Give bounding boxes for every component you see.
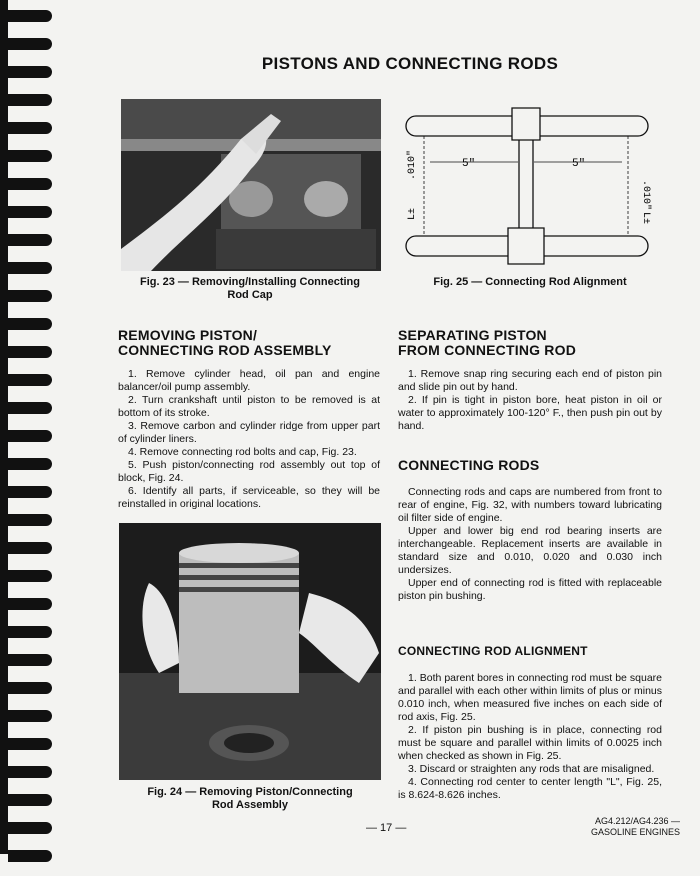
- binder-coil: [8, 346, 52, 358]
- alignment-step: 4. Connecting rod center to center length "L", Fig. 25, is 8.624-8.626 inches.: [398, 776, 662, 801]
- binder-hole: [28, 192, 38, 204]
- binder-hole: [28, 472, 38, 484]
- binder-hole: [28, 108, 38, 120]
- binder-hole: [28, 332, 38, 344]
- fig24-photo: [119, 523, 381, 780]
- separating-heading-line2: FROM CONNECTING ROD: [398, 342, 577, 358]
- binder-hole: [28, 528, 38, 540]
- binder-hole: [28, 584, 38, 596]
- binder-coil: [8, 486, 52, 498]
- rods-para: Connecting rods and caps are numbered from front to rear of engine, Fig. 32, with numbers toward lubricating oil filter side of engine.: [398, 486, 662, 524]
- tolerance-label-left: .010": [407, 149, 418, 180]
- binder-hole: [28, 640, 38, 652]
- span-label-right: 5": [572, 158, 586, 170]
- binder-hole: [28, 304, 38, 316]
- binder-coil: [8, 822, 52, 834]
- separating-heading: [398, 328, 668, 358]
- rods-para: Upper end of connecting rod is fitted with replaceable piston pin bushing.: [398, 577, 662, 602]
- binder-hole: [28, 388, 38, 400]
- removing-step: 1. Remove cylinder head, oil pan and engine balancer/oil pump assembly.: [118, 368, 380, 393]
- binder-coil: [8, 374, 52, 386]
- removing-step: 2. Turn crankshaft until piston to be removed is at bottom of its stroke.: [118, 394, 380, 419]
- separating-steps: [398, 368, 662, 433]
- alignment-heading: CONNECTING ROD ALIGNMENT: [398, 644, 588, 658]
- binder-coil: [8, 542, 52, 554]
- rods-para: Upper and lower big end rod bearing inserts are interchangeable. Replacement inserts are available in standard size and 0.010, 0.020 and 0.030 inch undersizes.: [398, 525, 662, 576]
- binder-hole: [28, 808, 38, 820]
- binder-coil: [8, 94, 52, 106]
- fig23-caption: Fig. 23 — Removing/Installing Connecting Rod Cap: [139, 276, 361, 301]
- binder-coil: [8, 290, 52, 302]
- binder-coil: [8, 682, 52, 694]
- rods-heading: CONNECTING RODS: [398, 457, 540, 473]
- rods-paras: [398, 486, 662, 603]
- binder-coil: [8, 514, 52, 526]
- fig23-photo-art: [121, 99, 381, 271]
- binder-coil: [8, 850, 52, 862]
- binder-hole: [28, 360, 38, 372]
- binder-hole: [28, 500, 38, 512]
- fig24-photo-art: [119, 523, 381, 780]
- binder-hole: [28, 612, 38, 624]
- binder-hole: [28, 864, 38, 876]
- binder-coil: [8, 66, 52, 78]
- binder-coil: [8, 206, 52, 218]
- binder-coil: [8, 598, 52, 610]
- binder-coil: [8, 402, 52, 414]
- binder-hole: [28, 24, 38, 36]
- binder-hole: [28, 276, 38, 288]
- binder-coil: [8, 178, 52, 190]
- binder-coil: [8, 234, 52, 246]
- binder-hole: [28, 220, 38, 232]
- binder-hole: [28, 780, 38, 792]
- fig25-diagram: [400, 100, 662, 268]
- page-number: — 17 —: [366, 822, 407, 834]
- binder-coil: [8, 262, 52, 274]
- spine-bar: [0, 0, 8, 854]
- removing-step: 5. Push piston/connecting rod assembly out top of block, Fig. 24.: [118, 459, 380, 484]
- alignment-step: 2. If piston pin bushing is in place, connecting rod must be square and parallel within limits of 0.0025 inch when checked as shown in Fig. 25.: [398, 724, 662, 762]
- tolerance-label-right: .010": [640, 180, 651, 211]
- footer: [560, 816, 680, 838]
- binder-hole: [28, 724, 38, 736]
- binder-hole: [28, 80, 38, 92]
- page-title: PISTONS AND CONNECTING RODS: [261, 54, 559, 73]
- removing-heading: [118, 328, 388, 358]
- binder-coil: [8, 122, 52, 134]
- binder-hole: [28, 752, 38, 764]
- removing-heading-line2: CONNECTING ROD ASSEMBLY: [118, 342, 332, 358]
- binder-coil: [8, 710, 52, 722]
- binder-coil: [8, 458, 52, 470]
- alignment-step: 3. Discard or straighten any rods that are misaligned.: [408, 763, 655, 775]
- rod-shank: [519, 130, 533, 240]
- binder-hole: [28, 248, 38, 260]
- binder-hole: [28, 556, 38, 568]
- limit-label-left: L±: [407, 207, 418, 220]
- binder-coil: [8, 150, 52, 162]
- removing-step: 4. Remove connecting rod bolts and cap, Fig. 23.: [128, 446, 357, 458]
- binder-hole: [28, 696, 38, 708]
- binder-coil: [8, 10, 52, 22]
- removing-step: 3. Remove carbon and cylinder ridge from upper part of cylinder liners.: [118, 420, 380, 445]
- binder-hole: [28, 136, 38, 148]
- binder-hole: [28, 836, 38, 848]
- binder-coil: [8, 38, 52, 50]
- binder-coil: [8, 318, 52, 330]
- limit-label-right: L±: [640, 212, 651, 225]
- binder-hole: [28, 164, 38, 176]
- binder-hole: [28, 444, 38, 456]
- separating-step: 2. If pin is tight in piston bore, heat piston in oil or water to approximately 100-120° F., then push pin out by hand.: [398, 394, 662, 432]
- removing-steps: [118, 368, 380, 511]
- binder-spine: [0, 0, 60, 854]
- binder-coil: [8, 626, 52, 638]
- binder-coil: [8, 766, 52, 778]
- separating-step: 1. Remove snap ring securing each end of piston pin and slide pin out by hand.: [398, 368, 662, 393]
- alignment-step: 1. Both parent bores in connecting rod must be square and parallel with each other within limits of plus or minus 0.010 inch, when measured five inches on each side of rod axis, Fig. 25.: [398, 672, 662, 723]
- binder-coil: [8, 794, 52, 806]
- fig24-caption: Fig. 24 — Removing Piston/Connecting Rod Assembly: [147, 786, 353, 811]
- footer-line2: GASOLINE ENGINES: [590, 827, 680, 837]
- removing-step: 6. Identify all parts, if serviceable, so they will be reinstalled in original locations.: [118, 485, 380, 510]
- footer-line1: AG4.212/AG4.236 —: [594, 816, 680, 826]
- fig25-caption: Fig. 25 — Connecting Rod Alignment: [433, 276, 627, 288]
- binder-coil: [8, 738, 52, 750]
- binder-hole: [28, 416, 38, 428]
- binder-coil: [8, 654, 52, 666]
- separating-heading-line1: SEPARATING PISTON: [398, 327, 547, 343]
- span-label-left: 5": [462, 158, 476, 170]
- binder-coil: [8, 570, 52, 582]
- binder-hole: [28, 52, 38, 64]
- binder-hole: [28, 668, 38, 680]
- alignment-steps: [398, 672, 662, 802]
- fig23-photo: [121, 99, 381, 271]
- binder-coil: [8, 430, 52, 442]
- removing-heading-line1: REMOVING PISTON/: [118, 327, 258, 343]
